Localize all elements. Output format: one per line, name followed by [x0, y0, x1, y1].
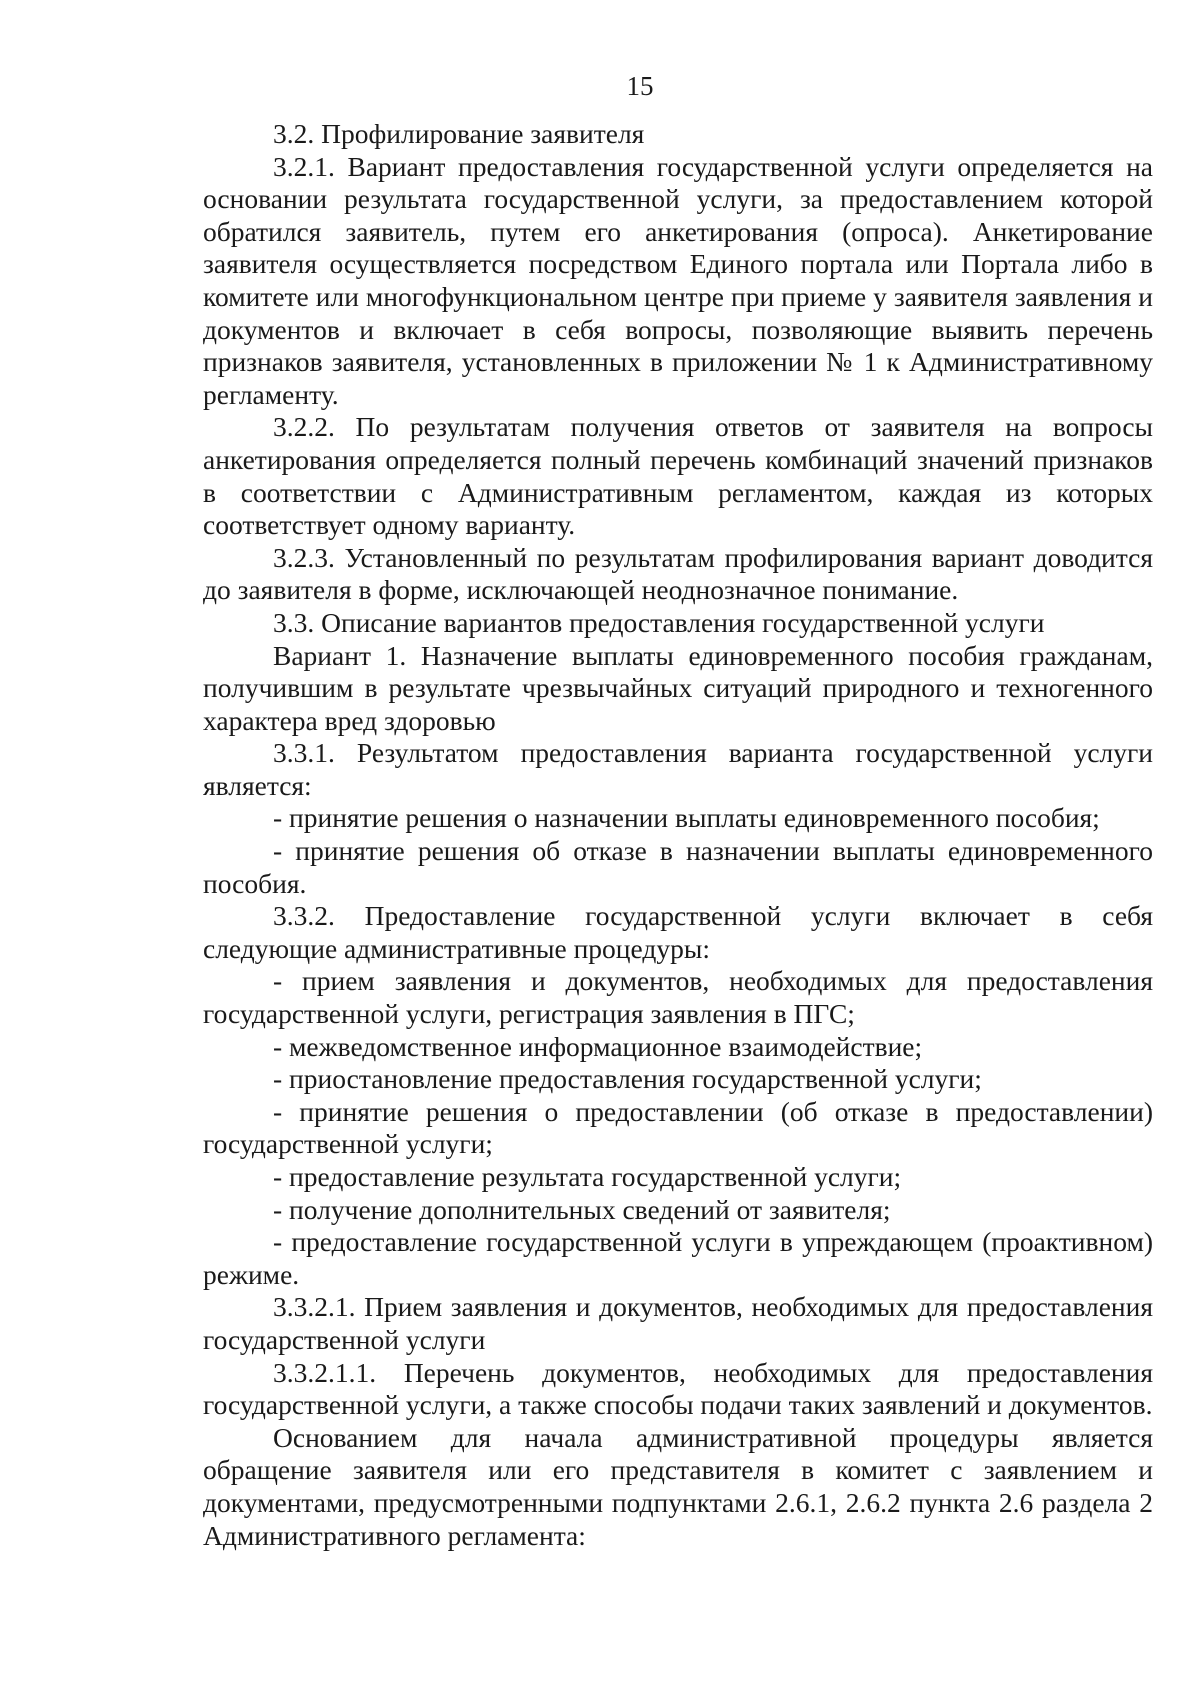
paragraph-basis: Основанием для начала административной процедуры является обращение заявителя или его представителя в комитет с заявлением и документами, предусмотренными подпунктами 2.6.1, 2.6.2 пункта 2.6 раздела 2 Административного регламента: — [203, 1421, 1153, 1551]
paragraph-3-2-2: 3.2.2. По результатам получения ответов от заявителя на вопросы анкетирования определяется полный перечень комбинаций значений признаков в соответствии с Административным регламентом, каждая из которых соответствует одному варианту. — [203, 411, 1153, 541]
list-item: - принятие решения о предоставлении (об отказе в предоставлении) государственной услуги; — [203, 1095, 1153, 1160]
document-body — [203, 118, 1153, 1552]
section-heading-3-2: 3.2. Профилирование заявителя — [273, 118, 645, 149]
paragraph-3-2-3: 3.2.3. Установленный по результатам профилирования вариант доводится до заявителя в форме, исключающей неоднозначное понимание. — [203, 541, 1153, 606]
page-number: 15 — [626, 71, 654, 101]
list-item: - межведомственное информационное взаимодействие; — [273, 1030, 923, 1062]
paragraph-3-3-2: 3.3.2. Предоставление государственной услуги включает в себя следующие административные процедуры: — [203, 900, 1153, 964]
paragraph-3-2-1: 3.2.1. Вариант предоставления государственной услуги определяется на основании результата государственной услуги, за предоставлением которой обратился заявитель, путем его анкетирования (опроса). Анкетирование заявителя осуществляется посредством Единого портала или Портала либо в комитете или многофункциональном центре при приеме у заявителя заявления и документов и включает в себя вопросы, позволяющие выявить перечень признаков заявителя, установленных в приложении № 1 к Административному регламенту. — [203, 150, 1153, 410]
list-item: - прием заявления и документов, необходимых для предоставления государственной услуги, регистрация заявления в ПГС; — [203, 965, 1153, 1030]
paragraph-3-3-2-1-1: 3.3.2.1.1. Перечень документов, необходимых для предоставления государственной услуги, а также способы подачи таких заявлений и документов. — [203, 1356, 1153, 1421]
list-item: - принятие решения о назначении выплаты единовременного пособия; — [273, 802, 1100, 834]
list-item: - принятие решения об отказе в назначении выплаты единовременного пособия. — [203, 835, 1153, 899]
list-item: - предоставление государственной услуги в упреждающем (проактивном) режиме. — [203, 1226, 1153, 1290]
section-heading-3-3: 3.3. Описание вариантов предоставления государственной услуги — [273, 606, 1045, 638]
paragraph-3-3-1: 3.3.1. Результатом предоставления варианта государственной услуги является: — [203, 737, 1153, 801]
list-item: - получение дополнительных сведений от заявителя; — [273, 1193, 891, 1225]
list-item: - предоставление результата государственной услуги; — [273, 1161, 902, 1192]
variant-1-title: Вариант 1. Назначение выплаты единовременного пособия гражданам, получившим в результате чрезвычайных ситуаций природного и техногенного характера вред здоровью — [203, 639, 1153, 736]
paragraph-3-3-2-1: 3.3.2.1. Прием заявления и документов, необходимых для предоставления государственной услуги — [203, 1291, 1153, 1355]
list-item: - приостановление предоставления государственной услуги; — [273, 1063, 982, 1095]
